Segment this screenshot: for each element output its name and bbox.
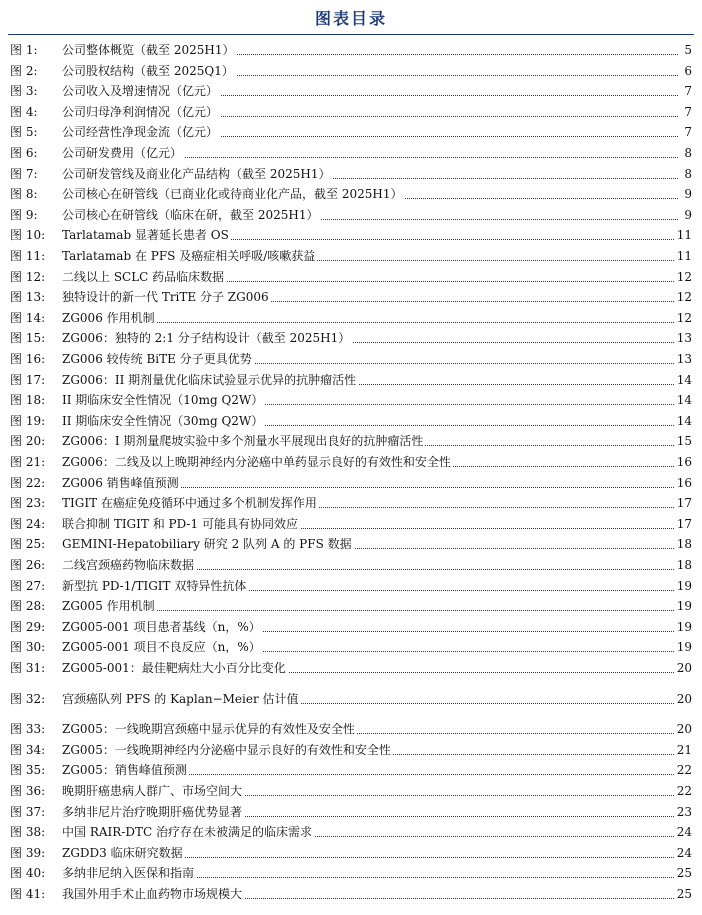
toc-entry[interactable] xyxy=(10,350,692,368)
figure-number: 图 31: xyxy=(10,661,46,675)
page-number: 7 xyxy=(684,84,692,99)
figure-number: 图 25: xyxy=(10,537,46,552)
figure-number: 图 10: xyxy=(10,228,46,243)
page-number: 14 xyxy=(676,393,692,408)
page-number: 25 xyxy=(676,887,692,901)
page-number: 6 xyxy=(684,63,692,78)
figure-caption: ZG005-001 项目不良反应（n，%） xyxy=(62,640,261,655)
toc-entry[interactable] xyxy=(10,82,692,100)
figure-caption: 宫颈癌队列 PFS 的 Kaplan−Meier 估计值 xyxy=(62,691,299,706)
toc-entry[interactable] xyxy=(10,123,692,141)
figure-caption: 二线宫颈癌药物临床数据 xyxy=(62,558,195,572)
figure-caption: 公司研发费用（亿元） xyxy=(62,146,183,160)
figure-caption: II 期临床安全性情况（30mg Q2W） xyxy=(62,413,264,428)
figure-caption: 公司股权结构（截至 2025Q1） xyxy=(62,63,234,78)
toc-entry[interactable] xyxy=(10,62,692,80)
figure-number: 图 19: xyxy=(10,413,46,428)
figure-number: 图 24: xyxy=(10,516,46,531)
page-number: 17 xyxy=(676,496,692,511)
toc-entry[interactable] xyxy=(10,535,692,553)
figure-number: 图 12: xyxy=(10,269,46,284)
figure-number: 图 35: xyxy=(10,763,46,778)
page-number: 12 xyxy=(676,290,692,305)
toc-entry[interactable] xyxy=(10,329,692,347)
toc-entry[interactable] xyxy=(10,803,692,821)
figure-caption: 独特设计的新一代 TriTE 分子 ZG006 xyxy=(62,290,269,305)
toc-title: 图表目录 xyxy=(314,9,387,28)
figure-caption: 二线以上 SCLC 药品临床数据 xyxy=(62,269,225,284)
toc-entry[interactable] xyxy=(10,618,692,636)
figure-number: 图 18: xyxy=(10,393,46,408)
page-number: 17 xyxy=(676,516,692,531)
figure-number: 图 38: xyxy=(10,825,46,840)
figure-caption: ZG006：I 期剂量爬坡实验中多个剂量水平展现出良好的抗肿瘤活性 xyxy=(62,434,424,449)
toc-entry[interactable] xyxy=(10,844,692,862)
page-number: 24 xyxy=(676,825,692,840)
toc-entry[interactable] xyxy=(10,41,692,59)
toc-entry[interactable] xyxy=(10,412,692,430)
toc-entry[interactable] xyxy=(10,577,692,595)
figure-caption: ZG006 销售峰值预测 xyxy=(62,475,179,490)
page-number: 7 xyxy=(684,125,692,140)
toc-entry[interactable] xyxy=(10,226,692,244)
page-number: 11 xyxy=(676,249,692,263)
figure-number: 图 22: xyxy=(10,475,46,490)
figure-caption: ZGDD3 临床研究数据 xyxy=(62,845,183,860)
page-number: 19 xyxy=(676,640,692,655)
page-number: 25 xyxy=(676,866,692,881)
figure-number: 图 17: xyxy=(10,372,46,387)
toc-entry[interactable] xyxy=(10,371,692,389)
page-number: 20 xyxy=(676,722,692,737)
figure-caption: ZG005：销售峰值预测 xyxy=(62,763,187,778)
figure-caption: ZG006：II 期剂量优化临床试验显示优异的抗肿瘤活性 xyxy=(62,372,357,387)
toc-entry[interactable] xyxy=(10,494,692,512)
page-number: 20 xyxy=(676,661,692,675)
figure-number: 图 9: xyxy=(10,207,38,222)
page-number: 9 xyxy=(684,207,692,222)
toc-entry[interactable] xyxy=(10,782,692,800)
page-number: 5 xyxy=(684,43,692,57)
toc-entry[interactable] xyxy=(10,268,692,286)
page-number: 9 xyxy=(684,187,692,202)
toc-entry[interactable] xyxy=(10,638,692,656)
page-number: 23 xyxy=(676,804,692,819)
figure-number: 图 39: xyxy=(10,845,46,860)
page-number: 8 xyxy=(684,166,692,181)
page-number: 16 xyxy=(676,455,692,469)
toc-entry[interactable] xyxy=(10,741,692,759)
figure-caption: 公司经营性净现金流（亿元） xyxy=(62,125,219,140)
figure-number: 图 28: xyxy=(10,599,46,614)
page-number: 12 xyxy=(676,269,692,284)
page-number: 21 xyxy=(676,742,692,757)
page-number: 18 xyxy=(676,537,692,552)
figure-caption: 联合抑制 TIGIT 和 PD-1 可能具有协同效应 xyxy=(62,516,298,531)
figure-number: 图 1: xyxy=(10,43,38,57)
figure-caption: 我国外用手术止血药物市场规模大 xyxy=(62,887,243,901)
figure-number: 图 33: xyxy=(10,722,46,737)
toc-entry[interactable] xyxy=(10,659,692,677)
page-number: 15 xyxy=(676,434,692,449)
toc-entry[interactable] xyxy=(10,144,692,162)
figure-caption: 公司整体概览（截至 2025H1） xyxy=(62,43,235,57)
page-number: 16 xyxy=(676,475,692,490)
figure-caption: Tarlatamab 在 PFS 及癌症相关呼吸/咳嗽获益 xyxy=(62,249,316,263)
page-number: 19 xyxy=(676,578,692,593)
figure-number: 图 6: xyxy=(10,146,38,160)
figure-caption: II 期临床安全性情况（10mg Q2W） xyxy=(62,393,264,408)
figure-number: 图 30: xyxy=(10,640,46,655)
figure-caption: ZG005：一线晚期神经内分泌癌中显示良好的有效性和安全性 xyxy=(62,742,391,757)
toc-entry[interactable] xyxy=(10,432,692,450)
toc-entry[interactable] xyxy=(10,823,692,841)
figure-number: 图 32: xyxy=(10,691,46,706)
page-number: 19 xyxy=(676,619,692,634)
figure-number: 图 8: xyxy=(10,187,38,202)
figure-number: 图 11: xyxy=(10,249,46,263)
page-number: 22 xyxy=(676,763,692,778)
toc-entry[interactable] xyxy=(10,885,692,903)
page-number: 12 xyxy=(676,310,692,325)
page-number: 20 xyxy=(676,691,692,706)
figure-caption: ZG005-001：最佳靶病灶大小百分比变化 xyxy=(62,661,286,675)
toc-entry[interactable] xyxy=(10,515,692,533)
page-number: 14 xyxy=(676,372,692,387)
toc-entry[interactable] xyxy=(10,288,692,306)
toc-entry[interactable] xyxy=(10,185,692,203)
figure-caption: 公司核心在研管线（已商业化或待商业化产品，截至 2025H1） xyxy=(62,187,403,202)
figure-number: 图 27: xyxy=(10,578,46,593)
figure-number: 图 23: xyxy=(10,496,46,511)
figure-caption: ZG005：一线晚期宫颈癌中显示优异的有效性及安全性 xyxy=(62,722,355,737)
page-number: 14 xyxy=(676,413,692,428)
figure-number: 图 36: xyxy=(10,784,46,798)
figure-caption: ZG006：独特的 2:1 分子结构设计（截至 2025H1） xyxy=(62,331,351,346)
page-number: 22 xyxy=(676,784,692,798)
figure-caption: 公司归母净利润情况（亿元） xyxy=(62,104,219,119)
toc-entry[interactable] xyxy=(10,690,692,708)
figure-number: 图 2: xyxy=(10,63,38,78)
figure-caption: Tarlatamab 显著延长患者 OS xyxy=(62,228,229,243)
toc-entry[interactable] xyxy=(10,864,692,882)
toc-entry[interactable] xyxy=(10,597,692,615)
toc-entry[interactable] xyxy=(10,206,692,224)
figure-number: 图 20: xyxy=(10,434,46,449)
figure-number: 图 26: xyxy=(10,558,46,572)
figure-caption: ZG006：二线及以上晚期神经内分泌癌中单药显示良好的有效性和安全性 xyxy=(62,455,451,469)
toc-entry[interactable] xyxy=(10,247,692,265)
figure-number: 图 3: xyxy=(10,84,38,99)
page-number: 8 xyxy=(684,146,692,160)
toc-entry[interactable] xyxy=(10,474,692,492)
figure-caption: 新型抗 PD-1/TIGIT 双特异性抗体 xyxy=(62,578,247,593)
figure-number: 图 21: xyxy=(10,455,46,469)
figure-number: 图 16: xyxy=(10,352,46,366)
figure-number: 图 5: xyxy=(10,125,38,140)
figure-caption: 多纳非尼纳入医保和指南 xyxy=(62,866,195,881)
page-number: 13 xyxy=(676,331,692,346)
page-number: 11 xyxy=(676,228,692,243)
toc-entry[interactable] xyxy=(10,391,692,409)
figure-caption: 晚期肝癌患病人群广、市场空间大 xyxy=(62,784,243,798)
figure-caption: GEMINI-Hepatobiliary 研究 2 队列 A 的 PFS 数据 xyxy=(62,537,352,552)
figure-number: 图 4: xyxy=(10,104,38,119)
figure-number: 图 7: xyxy=(10,166,38,181)
page-number: 13 xyxy=(676,352,692,366)
toc-entry[interactable] xyxy=(10,309,692,327)
figure-number: 图 14: xyxy=(10,310,46,325)
page-number: 7 xyxy=(684,104,692,119)
figure-caption: ZG006 较传统 BiTE 分子更具优势 xyxy=(62,352,252,366)
figure-number: 图 40: xyxy=(10,866,46,881)
figure-number: 图 34: xyxy=(10,742,46,757)
toc-entry[interactable] xyxy=(10,720,692,738)
toc-entry[interactable] xyxy=(10,556,692,574)
figure-number: 图 13: xyxy=(10,290,46,305)
figure-number: 图 15: xyxy=(10,331,46,346)
figure-caption: ZG005 作用机制 xyxy=(62,599,155,614)
figure-caption: ZG005-001 项目患者基线（n，%） xyxy=(62,619,261,634)
toc-entry[interactable] xyxy=(10,165,692,183)
figure-number: 图 41: xyxy=(10,887,46,901)
figure-number: 图 37: xyxy=(10,804,46,819)
page-number: 24 xyxy=(676,845,692,860)
toc-entry[interactable] xyxy=(10,761,692,779)
figure-number: 图 29: xyxy=(10,619,46,634)
toc-entry[interactable] xyxy=(10,453,692,471)
figure-caption: 多纳非尼片治疗晚期肝癌优势显著 xyxy=(62,804,243,819)
figure-caption: 中国 RAIR-DTC 治疗存在未被满足的临床需求 xyxy=(62,825,312,840)
toc-entry[interactable] xyxy=(10,103,692,121)
page-number: 19 xyxy=(676,599,692,614)
figure-caption: 公司收入及增速情况（亿元） xyxy=(62,84,219,99)
figure-caption: ZG006 作用机制 xyxy=(62,310,155,325)
figure-caption: TIGIT 在癌症免疫循环中通过多个机制发挥作用 xyxy=(62,496,317,511)
figure-caption: 公司核心在研管线（临床在研，截至 2025H1） xyxy=(62,207,319,222)
figure-caption: 公司研发管线及商业化产品结构（截至 2025H1） xyxy=(62,166,331,181)
page-number: 18 xyxy=(676,558,692,572)
